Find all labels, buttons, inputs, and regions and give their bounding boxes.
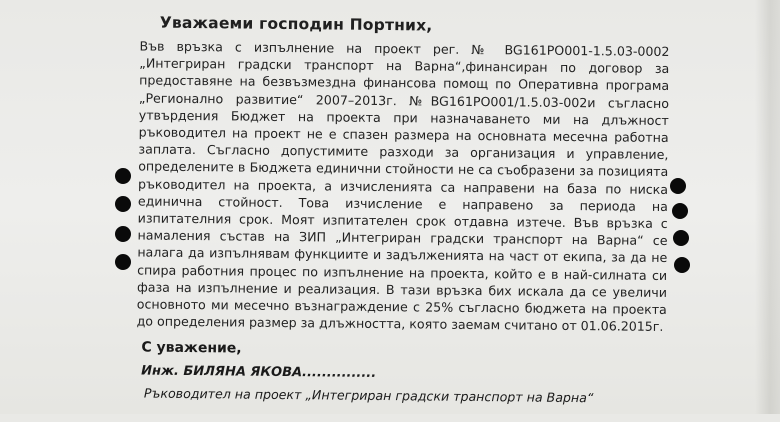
redaction-dot — [115, 226, 131, 242]
redaction-dot — [670, 178, 686, 194]
redaction-dot — [115, 254, 131, 270]
redaction-dot — [674, 257, 690, 273]
letter-body: Във връзка с изпълнение на проект рег. № BG161PO001-1.5.03-0002 „Интегриран градски транспорт на Варна“,финансиран по договор за предоставяне на безвъзмездна финансова помощ по Оперативна програма „Регионално развитие“ 2007–2013г. №BG161PO001/1.5.03-002и съгласно утвърдения Бюджет на проекта при назначаването ми на длъжност ръководител на проект не е спазен размера на основната месечна работна заплата. Съгласно допустимите разходи за организация и управление, определените в Бюджета единични стойности не са съобразени за позицията ръководител на проекта, а изчисленията са направени на база по ниска единична стойност. Това изчисление е направено за периода на изпитателния срок. Моят изпитателен срок отдавна изтече. Във връзка с намаления състав на ЗИП „Интегриран градски транспорт на Варна“ се налага да изпълнявам функциите и задълженията на част от екипа, за да не спира работния процес по изпълнение на проекта, който е в най-силната си фаза на изпълнение и реализация. В тази връзка бих искала да се увеличи основното ми месечно възнаграждение с 25% съгласно бюджета на проекта до определения размер за длъжността, която заемам считано от 01.06.2015г. — [136, 38, 670, 335]
paper-edge-shadow — [755, 0, 780, 414]
redaction-dot — [115, 196, 131, 212]
redaction-dot — [672, 203, 688, 219]
letter-greeting: Уважаеми господин Портних, — [159, 13, 433, 35]
signer-role: Ръководител на проект „Интегриран градски транспорт на Варна“ — [143, 385, 594, 406]
signer-name: Инж. БИЛЯНА ЯКОВА............... — [141, 363, 377, 381]
letter-closing: С уважение, — [141, 339, 242, 357]
redaction-dot — [115, 168, 131, 184]
redaction-dot — [673, 230, 689, 246]
